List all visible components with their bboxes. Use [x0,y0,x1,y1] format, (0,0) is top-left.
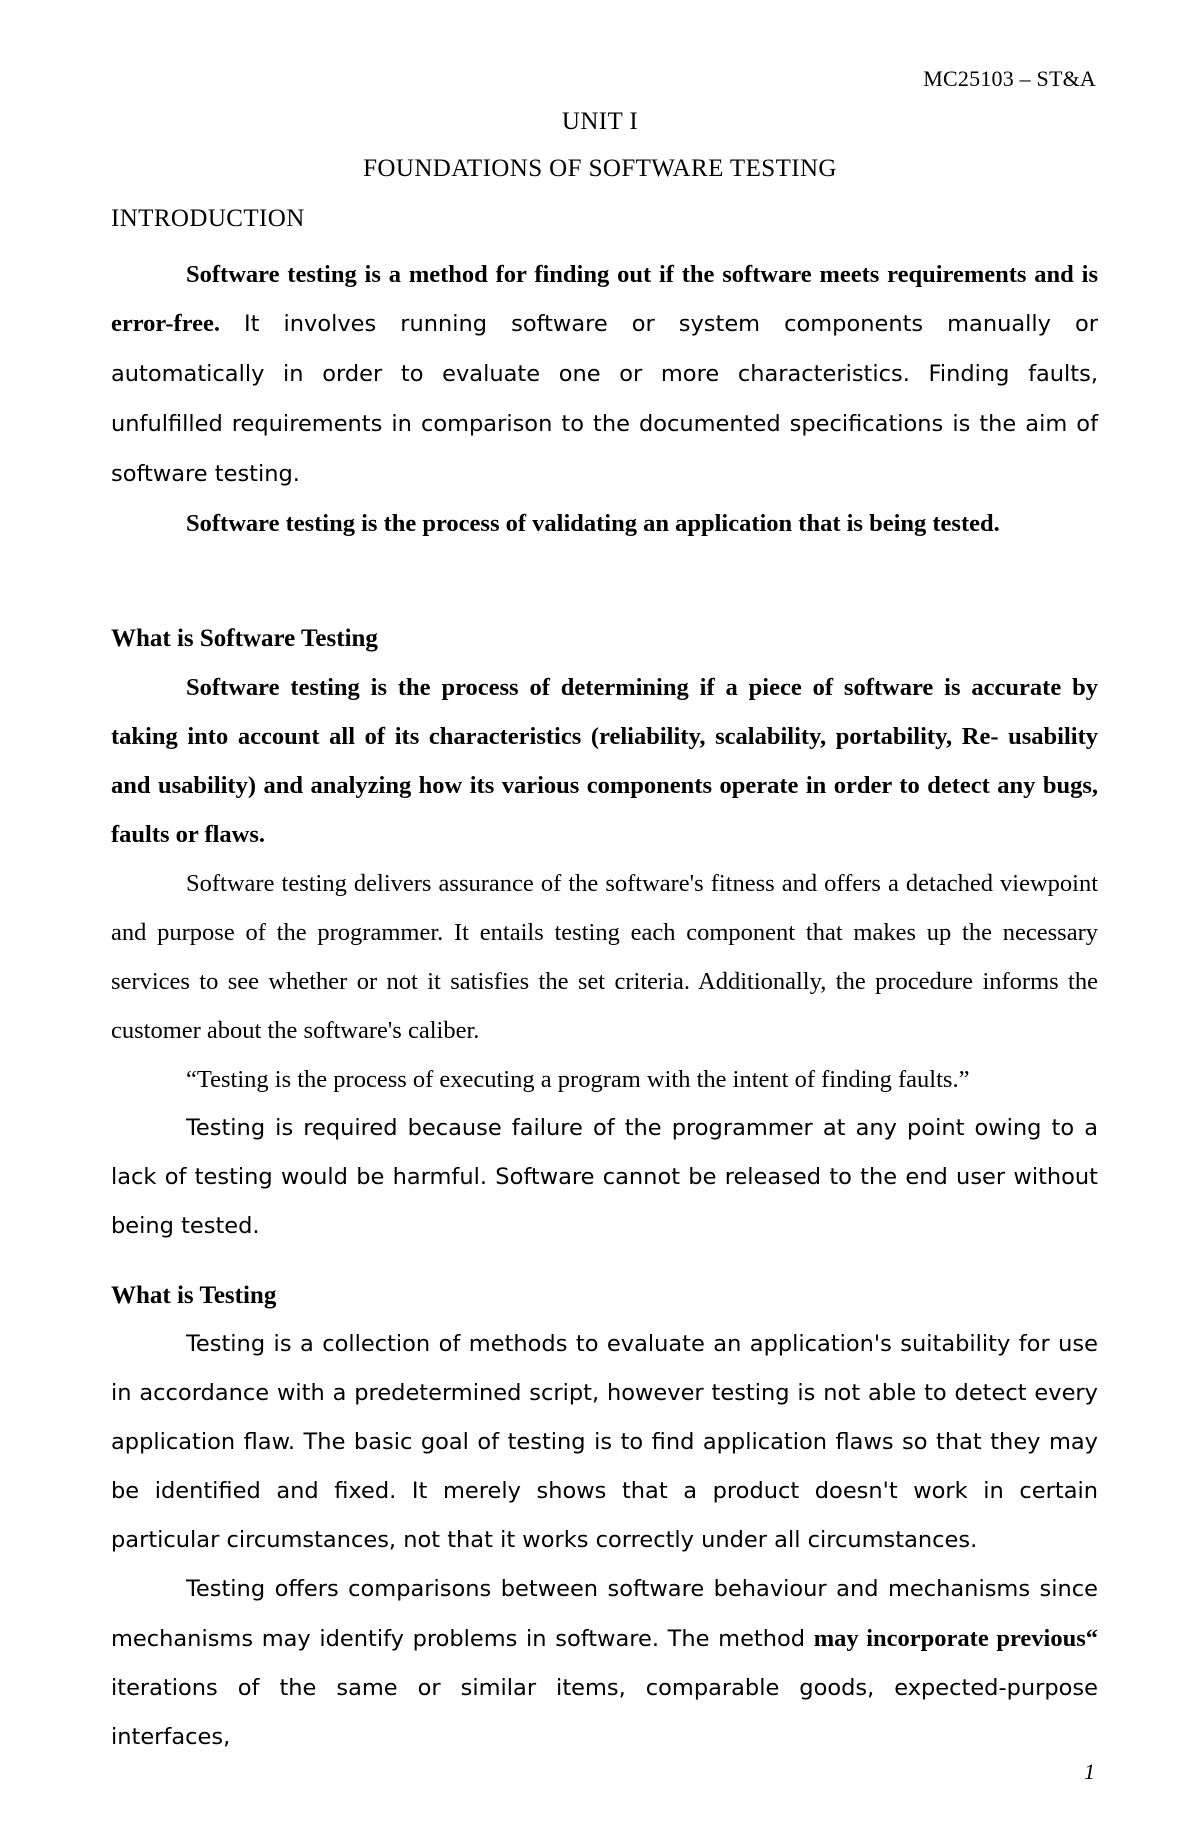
intro-paragraph-1-bold: Software testing is a method for finding out if the software meets requirements and is error-free. [111,261,1098,337]
software-testing-heading: What is Software Testing [111,625,378,652]
intro-paragraph-1-text: It involves running software or system components manually or automatically in order to evaluate one or more characteristics. Finding faults, unfulfilled requirements in comparison to the documented specifications is the aim of software testing. [111,311,1098,487]
software-testing-paragraph-1 [111,663,1098,859]
testing-paragraph-2-end: iterations of the same or similar items, comparable goods, expected-purpose interfaces, [111,1675,1098,1750]
software-testing-paragraph-3: Testing is required because failure of the programmer at any point owing to a lack of testing would be harmful. Software cannot be released to the end user without being tested. [111,1115,1098,1239]
course-code: MC25103 – ST&A [923,66,1096,91]
testing-paragraph-2-bold: may incorporate previous“ [813,1625,1098,1652]
testing-paragraph-2 [111,1565,1098,1762]
testing-section [111,1271,1098,1762]
testing-paragraph-1: Testing is a collection of methods to evaluate an application's suitability for use in accordance with a predetermined script, however testing is not able to detect every application flaw. The basic goal of testing is to find application flaws so that they may be identified and fixed. It merely shows that a product doesn't work in certain particular circumstances, not that it works correctly under all circumstances. [111,1331,1098,1553]
page-number: 1 [1084,1759,1095,1784]
subject-title: FOUNDATIONS OF SOFTWARE TESTING [363,155,837,182]
software-testing-paragraph-1-bold: Software testing is the process of determining if a piece of software is accurate by taking into account all of its characteristics (reliability, scalability, portability, Re- usability and usability) and analyzing how its various components operate in order to detect any bugs, faults or flaws. [111,674,1098,848]
testing-heading: What is Testing [111,1282,277,1309]
unit-title: UNIT I [561,108,639,135]
introduction-section [111,250,1098,548]
intro-paragraph-2-bold: Software testing is the process of validating an application that is being tested. [186,510,1000,537]
software-testing-section [111,614,1098,1251]
testing-paragraph-2-start: Testing offers comparisons between software behaviour and mechanisms since mechanisms may identify problems in software. The method [111,1576,1098,1652]
software-testing-paragraph-2: Software testing delivers assurance of the software's fitness and offers a detached viewpoint and purpose of the programmer. It entails testing each component that makes up the necessary services to see whether or not it satisfies the set criteria. Additionally, the procedure informs the customer about the software's caliber. [111,870,1098,1044]
intro-paragraph-1 [111,250,1098,499]
introduction-heading: INTRODUCTION [111,205,305,232]
software-testing-quote: “Testing is the process of executing a program with the intent of finding faults.” [186,1066,970,1093]
intro-paragraph-2 [111,499,1098,548]
